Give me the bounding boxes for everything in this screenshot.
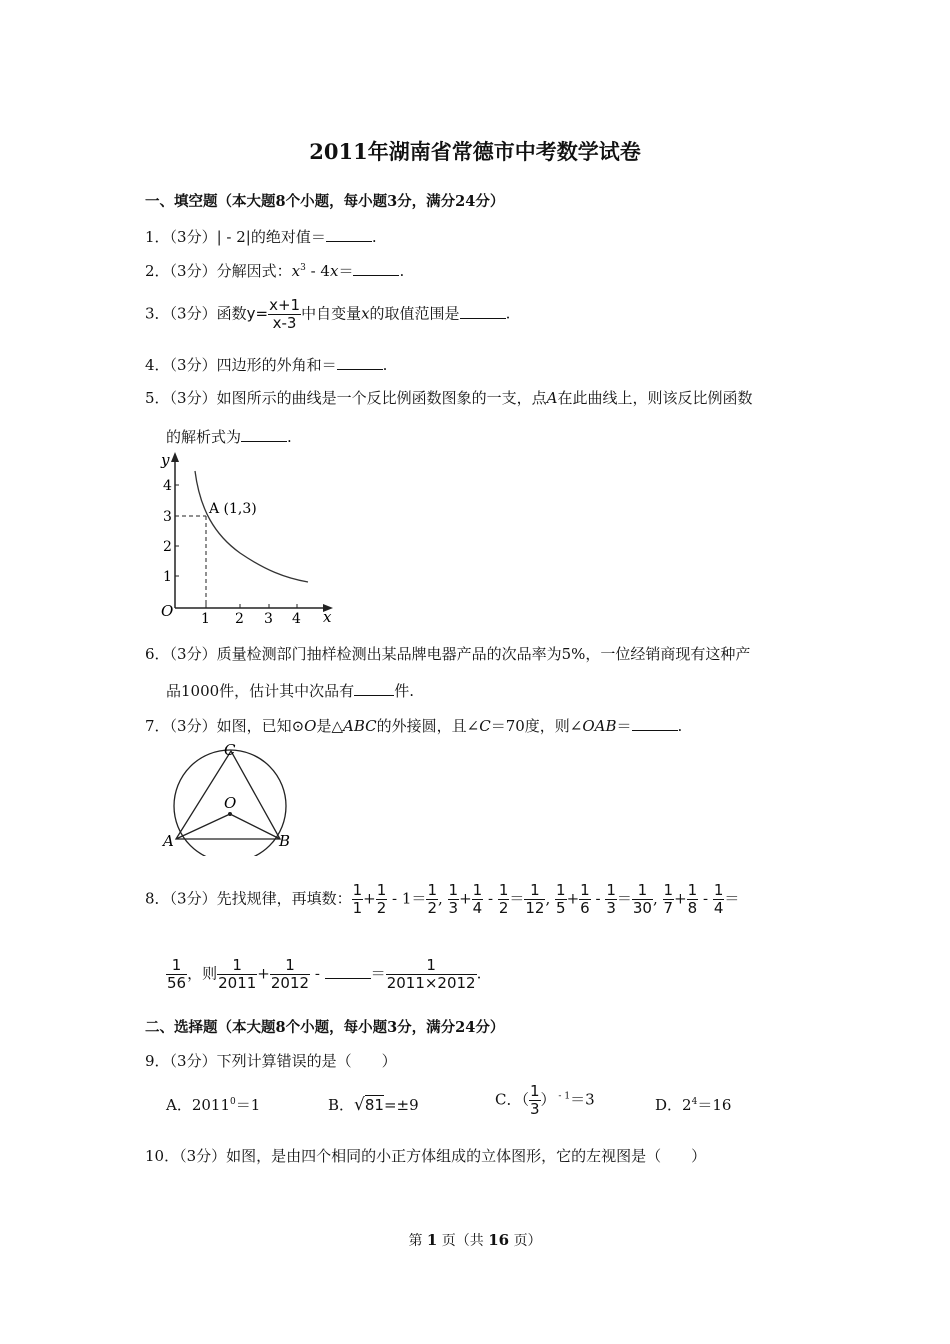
- x-tick-label: 3: [264, 611, 273, 627]
- center-o-label: O: [224, 794, 237, 812]
- option-a[interactable]: A．$2011^0=1$: [166, 1096, 261, 1114]
- center-point: [228, 812, 232, 816]
- y-tick-label: 4: [163, 478, 172, 494]
- vertex-c-label: C: [224, 741, 236, 759]
- question-6-line-2: 品1000件，估计其中次品有 件.: [166, 682, 414, 700]
- x-tick-label: 1: [201, 611, 210, 627]
- question-2: 2．（3分）分解因式：$x^3 - 4x=$ .: [145, 262, 405, 280]
- answer-blank[interactable]: [337, 355, 383, 370]
- question-8: 8．（3分）先找规律，再填数： $\frac{1}{1}$ + $\frac{1}{2}$ - 1＝ $\frac{1}{2}$ , $\frac{1}{3}$ + $\frac{1}{4}$ - $\frac{1}{2}$ ＝ $\frac{1}{12}$ , $\frac{1}{5}$ + $\frac{1}{6}$ - $\frac{1}{3}$ ＝ $\frac{1}{30}$ , $\frac{1}{7}$ + $\frac{1}{8}$ - $\frac{1}{4}$ ＝: [145, 881, 740, 917]
- question-6: 6．（3分）质量检测部门抽样检测出某品牌电器产品的次品率为5%，一位经销商现有这种产: [145, 645, 751, 663]
- x-axis-label: x: [323, 608, 332, 626]
- y-tick-label: 1: [163, 569, 172, 585]
- question-1: 1．（3分）| - 2|的绝对值＝ .: [145, 228, 377, 246]
- question-3: 3．（3分）函数y= $\frac{x+1}{x-3}$ 中自变量x的取值范围是 .: [145, 296, 511, 332]
- question-4: 4．（3分）四边形的外角和＝ .: [145, 356, 388, 374]
- circumcircle-figure: [158, 738, 298, 856]
- y-axis-arrow: [171, 452, 179, 462]
- question-8-line-2: $\frac{1}{56}$ ，则 $\frac{1}{2011}$ + $\frac{1}{2012}$ - ＝ $\frac{1}{2011\times 2012}$ .: [167, 956, 482, 992]
- answer-blank[interactable]: [241, 427, 287, 442]
- function-fraction: $\frac{x+1}{x-3}$: [269, 296, 301, 332]
- x-tick-label: 4: [292, 611, 301, 627]
- origin-label: O: [161, 602, 174, 620]
- point-a-label: A (1,3): [209, 501, 257, 517]
- vertex-a-label: A: [163, 832, 174, 850]
- vertex-b-label: B: [279, 832, 291, 850]
- answer-blank[interactable]: [325, 964, 371, 979]
- y-axis-label: y: [161, 451, 170, 469]
- answer-blank[interactable]: [354, 681, 394, 696]
- hyperbola-curve: [195, 471, 308, 582]
- answer-blank[interactable]: [353, 261, 399, 276]
- section-2-heading: 二、选择题（本大题8个小题，每小题3分，满分24分）: [145, 1019, 505, 1036]
- inverse-function-graph: [155, 450, 345, 630]
- answer-blank[interactable]: [460, 304, 506, 319]
- page-title: 2011年湖南省常德市中考数学试卷: [309, 139, 641, 164]
- answer-blank[interactable]: [326, 227, 372, 242]
- option-c[interactable]: C．（ $\frac{1}{3}$ ） $^{- 1}$＝3: [495, 1082, 595, 1118]
- question-5-line-2: 的解析式为 .: [166, 428, 292, 446]
- question-5: 5．（3分）如图所示的曲线是一个反比例函数图象的一支，点A在此曲线上，则该反比例函数: [145, 389, 753, 407]
- question-9: 9．（3分）下列计算错误的是（ ）: [145, 1052, 397, 1070]
- y-tick-label: 2: [163, 539, 172, 555]
- question-7: 7．（3分）如图，已知⊙O是△ABC的外接圆，且∠C＝70度，则∠OAB＝ .: [145, 717, 683, 735]
- option-b[interactable]: B．√81=±9: [328, 1095, 419, 1115]
- y-tick-label: 3: [163, 509, 172, 525]
- x-tick-label: 2: [235, 611, 244, 627]
- question-10: 10．（3分）如图，是由四个相同的小正方体组成的立体图形，它的左视图是（ ）: [145, 1147, 707, 1165]
- option-d[interactable]: D．$2^4=16$: [655, 1096, 732, 1114]
- answer-blank[interactable]: [632, 716, 678, 731]
- page-footer: 第 1 页（共 16 页）: [408, 1231, 542, 1249]
- section-1-heading: 一、填空题（本大题8个小题，每小题3分，满分24分）: [145, 193, 505, 210]
